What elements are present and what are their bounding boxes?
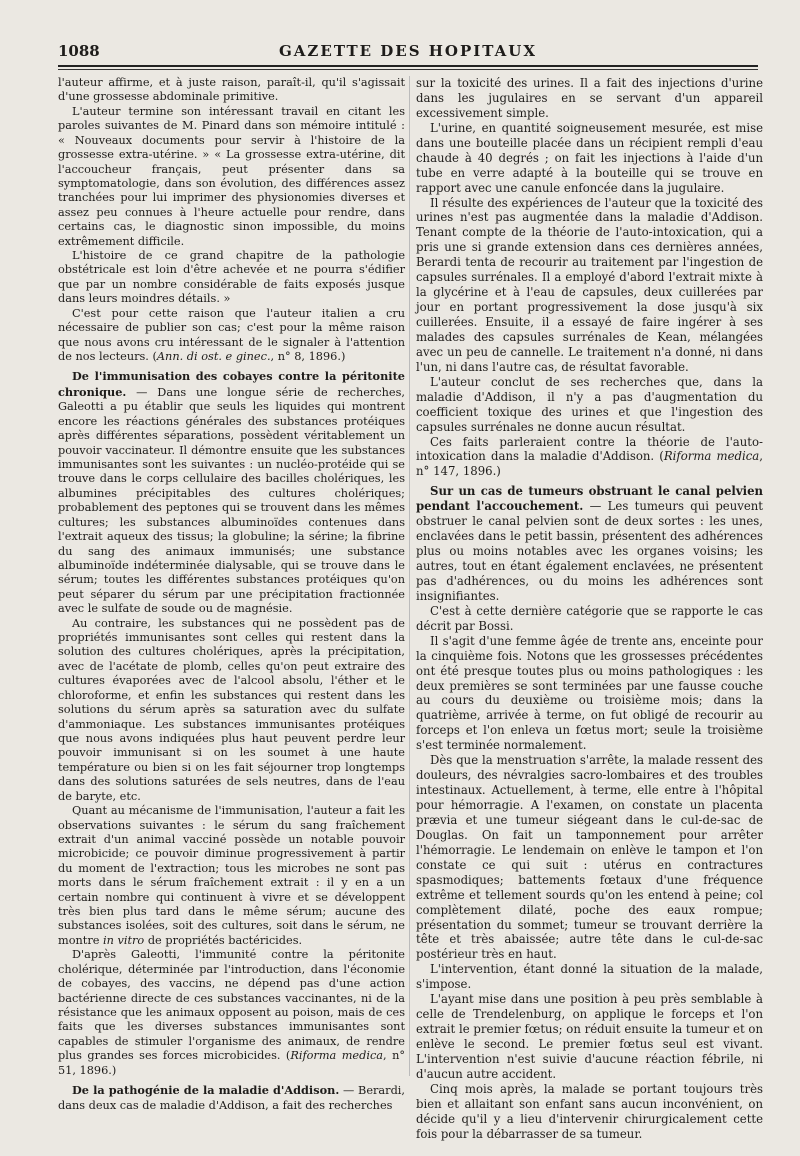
paragraph: L'ayant mise dans une position à peu près semblable à celle de Trendelenburg, on applique le forceps et l'on extrait le premier fœtus; on réduit ensuite la tumeur et on enlève le second. Le premier fœtus seul est vivant. L'intervention n'est suivie d'aucune réaction fébrile, ni d'aucun autre accident.	[416, 992, 763, 1081]
paragraph: L'intervention, étant donné la situation de la malade, s'impose.	[416, 962, 763, 992]
citation: Riforma medica	[663, 449, 760, 464]
paragraph: L'auteur conclut de ses recherches que, dans la maladie d'Addison, il n'y a pas d'augmentation du coefficient toxique des urines et que l'ingestion des capsules surrénales ne donne aucun résultat.	[416, 374, 763, 434]
right-column	[416, 76, 763, 1142]
article-title: De l'immunisation des cobayes contre la péritonite chronique.	[58, 369, 405, 399]
paragraph: L'histoire de ce grand chapitre de la pathologie obstétricale est loin d'être achevée et ne pourra s'édifier que par un nombre considérable de faits exposés jusque dans leurs moindres détails. »	[58, 249, 405, 306]
article-immunisation: De l'immunisation des cobayes contre la péritonite chronique. — Dans une longue série de recherches, Galeotti a pu établir que seuls les liquides qui montrent encore les réactions générales des substances protéiques après différentes séparations, possèdent véritablement un pouvoir vaccinateur. Il démontre ensuite que les substances immunisantes sont les suivantes : un nucléo-protéide qui se trouve dans le corps cellulaire des bacilles cholériques, les albumines précipitables des cultures cholériques; probablement des peptones qui se trouvent dans les mêmes cultures; les substances albuminoïdes contenues dans l'extrait aqueux des tissus; la globuline; la sérine; la fibrine du sang des animaux immunisés; une substance albuminoïde indéterminée dialysable, qui se trouve dans le sérum; toutes les différentes substances protéiques qu'on peut séparer du sérum par une précipitation fractionnée avec le sulfate de soude ou de magnésie.	[58, 369, 405, 616]
left-column	[58, 76, 405, 1113]
running-title: GAZETTE DES HOPITAUX	[278, 42, 537, 60]
paragraph: sur la toxicité des urines. Il a fait des injections d'urine dans les jugulaires en se servant d'un appareil excessivement simple.	[416, 76, 763, 120]
article-addison: De la pathogénie de la maladie d'Addison. — Berardi, dans deux cas de maladie d'Addison, a fait des recherches	[58, 1083, 405, 1112]
paragraph: C'est à cette dernière catégorie que se rapporte le cas décrit par Bossi.	[416, 603, 763, 633]
page-header	[58, 38, 758, 62]
header-rule-thin	[58, 69, 758, 70]
column-divider	[409, 76, 410, 1076]
paragraph: Il résulte des expériences de l'auteur que la toxicité des urines n'est pas augmentée dans la maladie d'Addison. Tenant compte de la théorie de l'auto-intoxication, qui a pris une si grande extension dans ces dernières années, Berardi tenta de recourir au traitement par l'ingestion de capsules surrénales. Il a employé d'abord l'extrait mixte à la glycérine et à l'eau de capsules, deux cuillerées par jour en portant progressivement la dose jusqu'à six cuillerées. Ensuite, il a essayé de faire ingérer à ses malades des capsules surrénales de Kean, mélangées avec un peu de cannelle. Le traitement n'a donné, ni dans l'un, ni dans l'autre cas, de résultat favorable.	[416, 195, 763, 374]
paragraph: C'est pour cette raison que l'auteur italien a cru nécessaire de publier son cas; c'est pour la même raison que nous avons cru intéressant de le signaler à l'attention de nos lecteurs. (Ann. di ost. e ginec., n° 8, 1896.)	[58, 306, 405, 364]
article-title: Sur un cas de tumeurs obstruant le canal pelvien pendant l'accouchement.	[416, 484, 763, 514]
paragraph: L'auteur termine son intéressant travail en citant les paroles suivantes de M. Pinard dans son mémoire intitulé : « Nouveaux documents pour servir à l'histoire de la grossesse extra-utérine. » « La grossesse extra-utérine, dit l'accoucheur français, peut présenter dans sa symptomatologie, dans son évolution, des différences assez tranchées pour lui imprimer des physionomies diverses et assez peu connues à l'heure actuelle pour rendre, dans certains cas, le diagnostic sinon impossible, du moins extrêmement difficile.	[58, 104, 405, 248]
paragraph: Il s'agit d'une femme âgée de trente ans, enceinte pour la cinquième fois. Notons que les grossesses précédentes ont été presque toutes plus ou moins pathologiques : les deux premières se sont terminées par une fausse couche au cours du deuxième ou troisième mois; dans la quatrième, arrivée à terme, on fut obligé de recourir au forceps et l'on enleva un fœtus mort; seule la troisième s'est terminée normalement.	[416, 633, 763, 753]
article-title: De la pathogénie de la maladie d'Addison.	[72, 1083, 340, 1098]
paragraph: l'auteur affirme, et à juste raison, paraît-il, qu'il s'agissait d'une grossesse abdominale primitive.	[58, 76, 405, 104]
paragraph: Dès que la menstruation s'arrête, la malade ressent des douleurs, des névralgies sacro-lombaires et des troubles intestinaux. Actuellement, à terme, elle entre à l'hôpital pour hémorragie. A l'examen, on constate un placenta prævia et une tumeur siégeant dans le cul-de-sac de Douglas. On fait un tamponnement pour arrêter l'hémorragie. Le lendemain on enlève le tampon et l'on constate ce qui suit : utérus en contractures spasmodiques; battements fœtaux d'une fréquence extrême et tellement sourds qu'on les entend à peine; col complètement dilaté, poche des eaux rompue; présentation du sommet; tumeur se trouvant derrière la tête et très abaissée; autre tête dans le cul-de-sac postérieur très en haut.	[416, 753, 763, 962]
page-number: 1088	[58, 42, 100, 60]
paragraph: D'après Galeotti, l'immunité contre la péritonite cholérique, déterminée par l'introduction, dans l'économie de cobayes, des vaccins, ne dépend pas d'une action bactérienne directe de ces substances vaccinantes, ni de la résistance que les animaux opposent au poison, mais de ces faits que les diverses substances immunisantes sont capables de stimuler l'organisme des animaux, de rendre plus grandes ses forces microbicides. (Riforma medica, n° 51, 1896.)	[58, 948, 405, 1077]
citation: Ann. di ost. e ginec.	[156, 350, 271, 364]
paragraph: Ces faits parleraient contre la théorie de l'auto-intoxication dans la maladie d'Addison. (Riforma medica, n° 147, 1896.)	[416, 434, 763, 479]
paragraph: Cinq mois après, la malade se portant toujours très bien et allaitant son enfant sans aucun inconvénient, on décide qu'il y a lieu d'intervenir chirurgicalement cette fois pour la débarrasser de sa tumeur.	[416, 1081, 763, 1141]
header-rule-thick	[58, 65, 758, 67]
citation: Riforma medica	[290, 1049, 384, 1063]
paragraph: L'urine, en quantité soigneusement mesurée, est mise dans une bouteille placée dans un récipient rempli d'eau chaude à 40 degrés ; on fait les injections à l'aide d'un tube en verre adapté à la bouteille qui se trouve en rapport avec une canule enfoncée dans la jugulaire.	[416, 120, 763, 195]
paragraph: Quant au mécanisme de l'immunisation, l'auteur a fait les observations suivantes : le sérum du sang fraîchement extrait d'un animal vacciné possède un notable pouvoir microbicide; ce pouvoir diminue progressivement à partir du moment de l'extraction; tous les microbes ne sont pas morts dans le sérum fraîchement extrait : il y en a un certain nombre qui continuent à vivre et se développent très bien plus tard dans le même sérum; aucune des substances isolées, soit des cultures, soit dans le sérum, ne montre in vitro de propriétés bactéricides.	[58, 804, 405, 947]
article-tumeurs: Sur un cas de tumeurs obstruant le canal pelvien pendant l'accouchement. — Les tumeurs qui peuvent obstruer le canal pelvien sont de deux sortes : les unes, enclavées dans le petit bassin, présentent des adhérences plus ou moins notables avec les organes voisins; les autres, tout en étant également enclavées, ne présentent pas d'adhérences, ou du moins les adhérences sont insignifiantes.	[416, 484, 763, 603]
paragraph: Au contraire, les substances qui ne possèdent pas de propriétés immunisantes sont celles qui restent dans la solution des cultures cholériques, après la précipitation, avec de l'acétate de plomb, celles qu'on peut extraire des cultures évaporées avec de l'alcool absolu, l'éther et le chloroforme, et enfin les substances qui restent dans les solutions du sérum après sa saturation avec du sulfate d'ammoniaque. Les substances immunisantes protéiques que nous avons indiquées plus haut peuvent perdre leur pouvoir immunisant si on les soumet à une haute température ou bien si on les fait séjourner trop longtemps dans des solutions saturées de sels neutres, dans de l'eau de baryte, etc.	[58, 616, 405, 803]
